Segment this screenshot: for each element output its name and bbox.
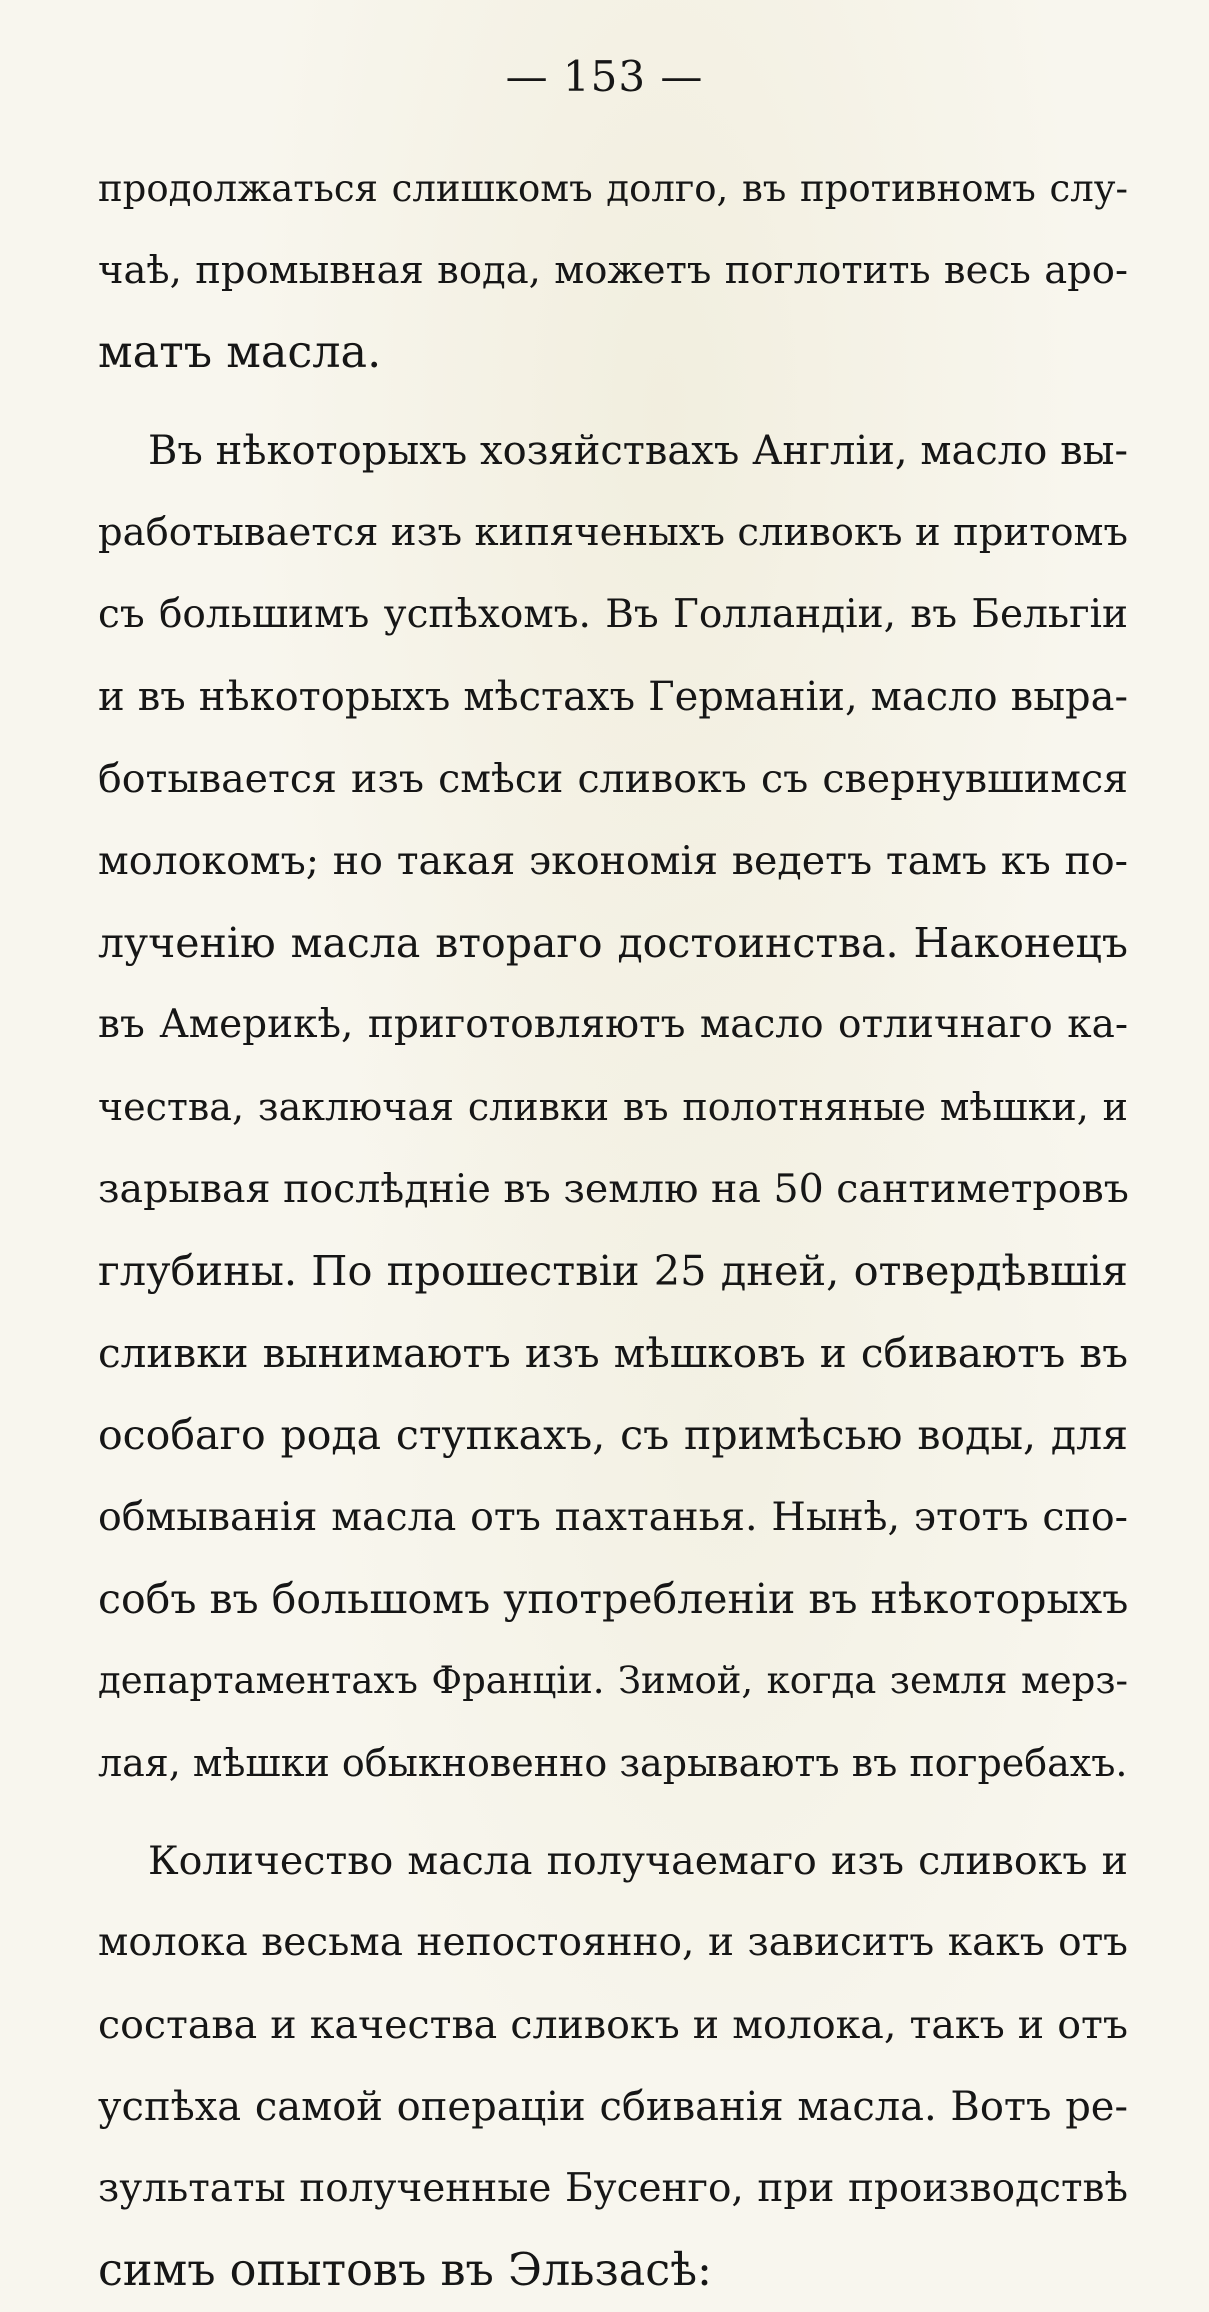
- text-line: зультаты полученные Бусенго, при производствѣ: [98, 2166, 1128, 2211]
- text-line: сливки вынимаютъ изъ мѣшковъ и сбиваютъ въ: [98, 1329, 1128, 1377]
- text-line: особаго рода ступкахъ, съ примѣсью воды, для: [98, 1411, 1128, 1459]
- text-line: матъ масла.: [98, 327, 382, 378]
- text-line: молока весьма непостоянно, и зависитъ какъ отъ: [98, 1920, 1128, 1965]
- text-line: Количество масла получаемаго изъ сливокъ и: [148, 1838, 1128, 1884]
- text-line: съ большимъ успѣхомъ. Въ Голландіи, въ Бельгіи: [98, 592, 1128, 637]
- body-text: [98, 148, 1128, 2312]
- text-line: собъ въ большомъ употребленіи въ нѣкоторыхъ: [98, 1575, 1129, 1623]
- text-line: молокомъ; но такая экономія ведетъ тамъ къ по-: [98, 838, 1128, 884]
- text-line: обмыванія масла отъ пахтанья. Нынѣ, этотъ спо-: [98, 1494, 1128, 1540]
- text-line: и въ нѣкоторыхъ мѣстахъ Германіи, масло выра-: [98, 674, 1128, 720]
- text-line: лученію масла втораго достоинства. Наконецъ: [98, 919, 1128, 967]
- text-line: чаѣ, промывная вода, можетъ поглотить весь аро-: [98, 248, 1128, 293]
- paragraph-1: [98, 148, 1128, 394]
- text-line: успѣха самой операціи сбиванія масла. Вотъ ре-: [98, 2084, 1128, 2130]
- text-line: работывается изъ кипяченыхъ сливокъ и притомъ: [98, 510, 1128, 555]
- text-line: въ Америкѣ, приготовляютъ масло отличнаго ка-: [98, 1002, 1128, 1047]
- paragraph-3: [98, 1820, 1128, 2312]
- text-line: состава и качества сливокъ и молока, такъ и отъ: [98, 2002, 1128, 2048]
- text-line: зарывая послѣдніе въ землю на 50 сантиметровъ: [98, 1166, 1129, 1212]
- page-number: — 153 —: [505, 52, 704, 101]
- text-line: департаментахъ Франціи. Зимой, когда земля мерз-: [98, 1659, 1128, 1702]
- paragraph-2: [98, 410, 1128, 1804]
- text-line: чества, заключая сливки въ полотняные мѣшки, и: [98, 1085, 1128, 1129]
- text-line: ботывается изъ смѣси сливокъ съ свернувшимся: [98, 756, 1128, 802]
- text-line: глубины. По прошествіи 25 дней, отвердѣвшія: [98, 1246, 1128, 1295]
- text-line: Въ нѣкоторыхъ хозяйствахъ Англіи, масло вы-: [148, 428, 1128, 474]
- text-line: лая, мѣшки обыкновенно зарываютъ въ погребахъ.: [98, 1741, 1128, 1785]
- text-line: продолжаться слишкомъ долго, въ противномъ слу-: [98, 167, 1128, 210]
- text-line: симъ опытовъ въ Эльзасѣ:: [98, 2245, 713, 2296]
